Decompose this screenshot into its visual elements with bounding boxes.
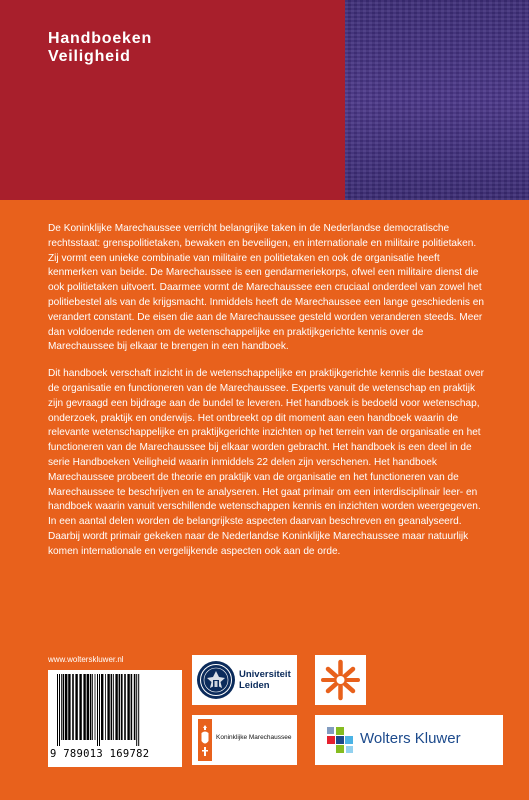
barcode bbox=[48, 670, 182, 767]
wolters-kluwer-name: Wolters Kluwer bbox=[360, 730, 461, 747]
leiden-name-line-1: Universiteit bbox=[239, 669, 291, 680]
wolters-kluwer-mark-icon bbox=[326, 726, 354, 754]
blurb-paragraph-2: Dit handboek verschaft inzicht in de wetenschappelijke en praktijkgerichte kennis die bestaat over de organisatie en functioneren van de Marechaussee. Experts vanuit de wetenschap en praktijk zijn gevraagd een bijdrage aan de bundel te leveren. Het handboek is bedoeld voor wetenschap, onderzoek, praktijk en onderwijs. Het ontbreekt op dit moment aan een handboek waarin de relevante wetenschappelijke en praktijkgerichte inzichten op het terrein van de organisatie en het functioneren van de Marechaussee bij elkaar worden gebracht. Het handboek is een deel in de serie Handboeken Veiligheid waarin inmiddels 22 delen zijn verschenen. Het handboek Marechaussee probeert de theorie en praktijk van de organisatie en het functioneren van de Marechaussee te beschrijven en te analyseren. Het gaat primair om een interdisciplinair leer- en handboek waarin vanuit verschillende wetenschappen kennis en inzichten worden weergegeven. In een aantal delen worden de belangrijkste aspecten daarvan beschreven en geanalyseerd. Daarbij wordt primair gekeken naar de Nederlandse Koninklijke Marechaussee maar natuurlijk komen internationale en vergelijkende aspecten ook aan de orde. bbox=[48, 368, 484, 557]
leiden-name-line-2: Leiden bbox=[239, 680, 270, 691]
bvv-logo bbox=[315, 655, 366, 705]
wolters-kluwer-logo bbox=[315, 715, 503, 765]
blurb-paragraph-1: De Koninklijke Marechaussee verricht belangrijke taken in de Nederlandse democratische rechtsstaat: grenspolitietaken, bewaken en beveiligen, en internationale en militaire politietaken. Zij vormt een unieke combinatie van militaire en politietaken en ook de organisatie heeft kenmerken van beide. De Marechaussee is een gendarmeriekorps, ofwel een militaire dienst die ook politietaken uitvoert. Daarmee vormt de Marechaussee een cruciaal onderdeel van zowel het politiebestel als van de krijgsmacht. Inmiddels heeft de Marechaussee een lange geschiedenis en verandert constant. De eisen die aan de Marechaussee gesteld worden veranderen steeds. Meer dan voldoende redenen om de wetenschappelijke en praktijkgerichte kennis over de Marechaussee bij elkaar te brengen in een handboek. bbox=[48, 223, 484, 353]
series-title bbox=[48, 30, 152, 66]
bvv-logo-icon bbox=[315, 655, 366, 705]
leiden-university-logo bbox=[192, 655, 297, 705]
koninklijke-marechaussee-logo bbox=[192, 715, 297, 765]
kmar-name: Koninklijke Marechaussee bbox=[216, 734, 292, 741]
leiden-university-name bbox=[239, 669, 291, 691]
publisher-url: www.wolterskluwer.nl bbox=[48, 655, 124, 664]
series-title-line-1: Handboeken bbox=[48, 30, 153, 47]
purple-texture-panel bbox=[345, 0, 529, 200]
leiden-seal-icon bbox=[196, 659, 236, 701]
top-band bbox=[0, 0, 529, 200]
series-title-line-2: Veiligheid bbox=[48, 48, 131, 65]
blurb-text bbox=[48, 222, 488, 572]
barcode-bars bbox=[55, 674, 176, 746]
isbn-number: 9 789013 169782 bbox=[50, 748, 150, 760]
kmar-emblem-icon bbox=[198, 719, 212, 761]
